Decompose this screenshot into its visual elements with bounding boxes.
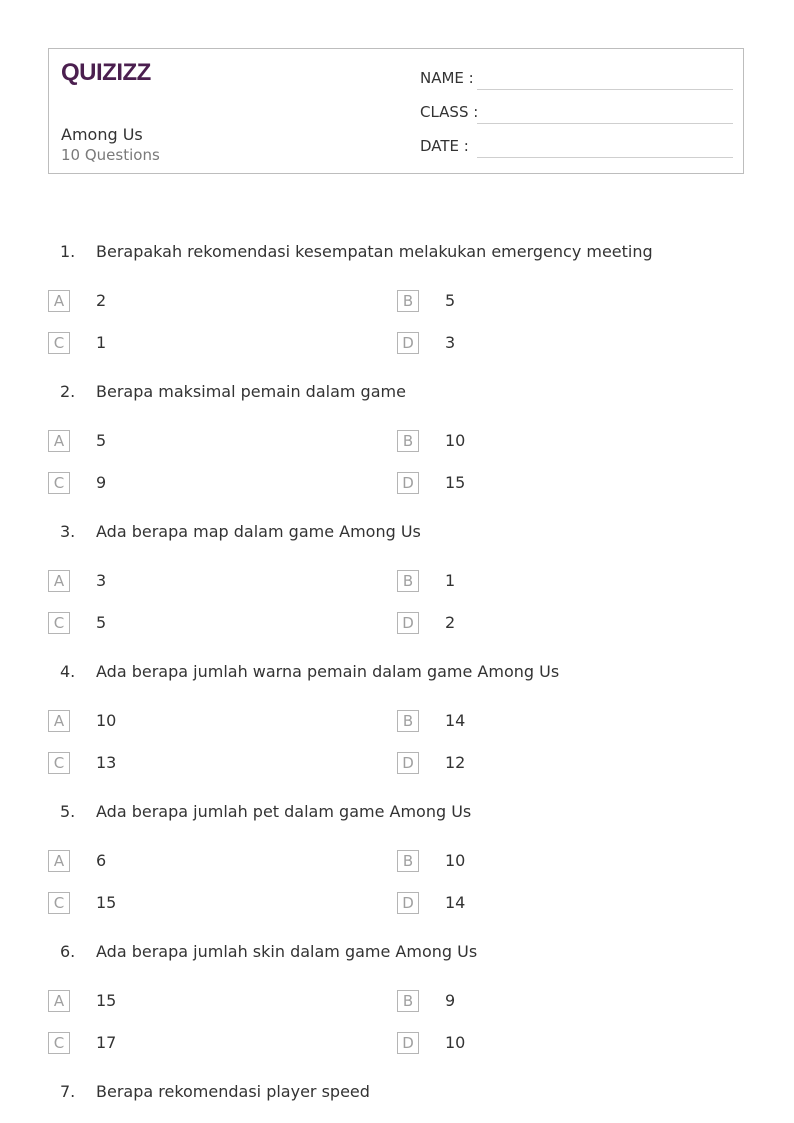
name-label: NAME : [420,69,474,87]
option-letter-box[interactable]: C [48,612,70,634]
option-letter-box[interactable]: D [397,332,419,354]
question-text: Ada berapa jumlah skin dalam game Among Us [96,942,478,961]
option-letter-box[interactable]: D [397,752,419,774]
option-letter-box[interactable]: B [397,990,419,1012]
option-text: 14 [445,711,466,730]
option-text: 15 [96,991,117,1010]
option-text: 15 [445,473,466,492]
option-letter-box[interactable]: A [48,850,70,872]
option-letter-box[interactable]: A [48,570,70,592]
quiz-title: Among Us [61,125,143,144]
question-6 [0,942,794,964]
option-text: 5 [445,291,456,310]
question-2 [0,382,794,404]
option-text: 10 [445,851,466,870]
option-text: 3 [96,571,107,590]
name-line [477,89,733,90]
question-number: 1. [60,242,76,261]
option-text: 6 [96,851,107,870]
option-text: 14 [445,893,466,912]
question-number: 4. [60,662,76,681]
option-text: 13 [96,753,117,772]
option-text: 10 [445,1033,466,1052]
option-text: 9 [445,991,456,1010]
option-text: 5 [96,613,107,632]
option-letter-box[interactable]: A [48,290,70,312]
option-text: 5 [96,431,107,450]
question-text: Berapakah rekomendasi kesempatan melakukan emergency meeting [96,242,653,261]
question-number: 5. [60,802,76,821]
question-number: 6. [60,942,76,961]
question-4 [0,662,794,684]
option-text: 1 [96,333,107,352]
class-label: CLASS : [420,103,479,121]
option-letter-box[interactable]: B [397,850,419,872]
question-text: Ada berapa jumlah pet dalam game Among Us [96,802,472,821]
worksheet-header [48,48,744,174]
option-letter-box[interactable]: C [48,332,70,354]
question-7 [0,1082,794,1104]
option-text: 9 [96,473,107,492]
question-3 [0,522,794,544]
question-number: 3. [60,522,76,541]
option-letter-box[interactable]: D [397,612,419,634]
option-letter-box[interactable]: C [48,752,70,774]
question-1 [0,242,794,264]
option-letter-box[interactable]: D [397,472,419,494]
option-text: 2 [96,291,107,310]
option-text: 2 [445,613,456,632]
date-label: DATE : [420,137,469,155]
option-text: 15 [96,893,117,912]
option-letter-box[interactable]: C [48,892,70,914]
option-letter-box[interactable]: A [48,710,70,732]
option-letter-box[interactable]: B [397,570,419,592]
question-count: 10 Questions [61,146,160,164]
option-letter-box[interactable]: C [48,1032,70,1054]
quizizz-logo: QUIZIZZ [61,59,151,86]
option-letter-box[interactable]: D [397,1032,419,1054]
option-letter-box[interactable]: C [48,472,70,494]
question-text: Berapa rekomendasi player speed [96,1082,370,1101]
option-text: 10 [96,711,117,730]
question-number: 2. [60,382,76,401]
class-line [477,123,733,124]
question-5 [0,802,794,824]
question-text: Berapa maksimal pemain dalam game [96,382,406,401]
option-text: 10 [445,431,466,450]
option-text: 17 [96,1033,117,1052]
option-text: 3 [445,333,456,352]
option-letter-box[interactable]: A [48,990,70,1012]
option-text: 12 [445,753,466,772]
option-letter-box[interactable]: A [48,430,70,452]
option-letter-box[interactable]: B [397,290,419,312]
date-line [477,157,733,158]
option-letter-box[interactable]: B [397,710,419,732]
option-letter-box[interactable]: D [397,892,419,914]
question-text: Ada berapa jumlah warna pemain dalam game Among Us [96,662,560,681]
option-letter-box[interactable]: B [397,430,419,452]
question-number: 7. [60,1082,76,1101]
option-text: 1 [445,571,456,590]
question-text: Ada berapa map dalam game Among Us [96,522,421,541]
